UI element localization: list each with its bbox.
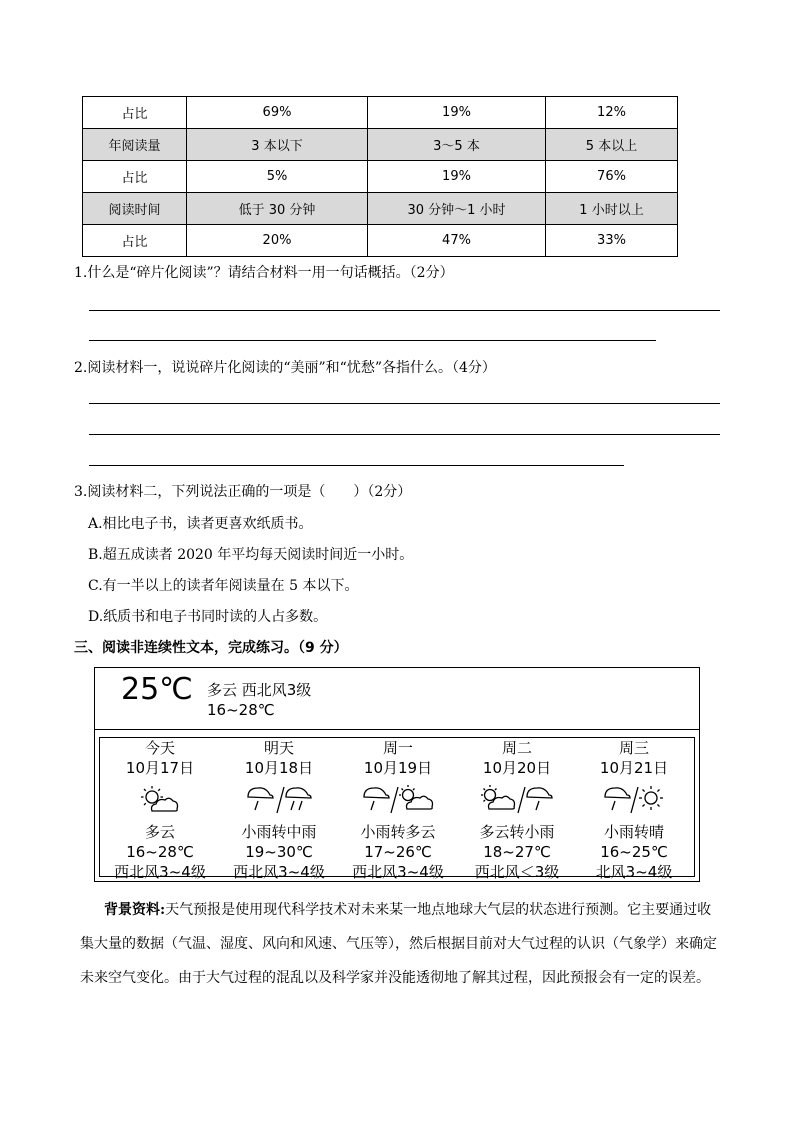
day-desc: 小雨转晴	[603, 823, 664, 841]
day-temp: 19~30℃	[245, 843, 313, 861]
table-row	[83, 97, 678, 129]
answer-line-q2-3[interactable]	[89, 465, 624, 466]
day-name: 周二	[501, 739, 532, 757]
question-1: 1.什么是“碎片化阅读”？请结合材料一用一句话概括。（2分）	[74, 265, 454, 281]
table-cell: 5%	[187, 161, 368, 193]
section-3-title: 三、阅读非连续性文本，完成练习。（9 分）	[74, 640, 348, 656]
answer-line-q1-1[interactable]	[89, 310, 720, 311]
current-condition: 多云 西北风3级	[207, 681, 312, 699]
day-temp: 18~27℃	[483, 843, 551, 861]
day-wind: 北风3~4级	[595, 863, 673, 881]
day-temp: 17~26℃	[364, 843, 432, 861]
table-cell: 20%	[187, 225, 368, 257]
day-temp: 16~28℃	[126, 843, 194, 861]
table-cell: 年阅读量	[83, 129, 187, 161]
table-row	[83, 225, 678, 257]
option-b[interactable]: B.超五成读者 2020 年平均每天阅读时间近一小时。	[88, 547, 414, 563]
reading-stats-table	[82, 96, 678, 257]
day-desc: 小雨转多云	[360, 823, 436, 841]
table-cell: 69%	[187, 97, 368, 129]
answer-line-q2-2[interactable]	[89, 434, 720, 435]
background-material	[80, 893, 720, 995]
table-cell: 12%	[546, 97, 678, 129]
current-temp-range: 16~28℃	[207, 701, 275, 719]
forecast-day	[100, 738, 220, 882]
partly-cloudy-icon	[100, 778, 220, 822]
forecast-day	[338, 738, 458, 882]
table-cell: 占比	[83, 225, 187, 257]
table-cell: 5 本以上	[546, 129, 678, 161]
table-cell: 47%	[368, 225, 546, 257]
forecast-days	[99, 737, 695, 881]
table-cell: 1 小时以上	[546, 193, 678, 225]
day-date: 10月21日	[599, 759, 669, 777]
background-text: 天气预报是使用现代科学技术对未来某一地点地球大气层的状态进行预测。它主要通过收集大量的数据（气温、湿度、风向和风速、气压等），然后根据目前对大气过程的认识（气象学）来确定未来空气变化。由于大气过程的混乱以及科学家并没能透彻地了解其过程，因此预报会有一定的误差。	[80, 902, 717, 986]
day-name: 周一	[382, 739, 413, 757]
day-wind: 西北风3~4级	[352, 863, 444, 881]
day-name: 周三	[618, 739, 649, 757]
day-desc: 多云	[144, 823, 175, 841]
answer-line-q1-2[interactable]	[89, 340, 656, 341]
forecast-day	[574, 738, 694, 882]
current-weather	[95, 668, 699, 730]
day-desc: 小雨转中雨	[241, 823, 317, 841]
table-row	[83, 129, 678, 161]
table-row	[83, 193, 678, 225]
forecast-day	[219, 738, 339, 882]
cloudy-to-rain-icon	[457, 778, 577, 822]
answer-line-q2-1[interactable]	[89, 403, 720, 404]
question-3: 3.阅读材料二，下列说法正确的一项是（ ）（2分）	[74, 484, 412, 500]
forecast-day	[457, 738, 577, 882]
day-wind: 西北风3~4级	[114, 863, 206, 881]
day-name: 明天	[263, 739, 294, 757]
day-date: 10月17日	[125, 759, 195, 777]
day-desc: 多云转小雨	[479, 823, 555, 841]
table-cell: 低于 30 分钟	[187, 193, 368, 225]
question-2: 2.阅读材料一，说说碎片化阅读的“美丽”和“忧愁”各指什么。（4分）	[74, 360, 496, 376]
current-temperature: 25℃	[121, 672, 193, 707]
table-cell: 19%	[368, 97, 546, 129]
day-date: 10月20日	[482, 759, 552, 777]
day-date: 10月18日	[244, 759, 314, 777]
weather-forecast-card	[94, 667, 700, 882]
day-name: 今天	[144, 739, 175, 757]
option-d[interactable]: D.纸质书和电子书同时读的人占多数。	[88, 609, 328, 625]
background-label: 背景资料:	[104, 902, 166, 918]
rain-to-sunny-icon	[574, 778, 694, 822]
table-cell: 3～5 本	[368, 129, 546, 161]
day-temp: 16~25℃	[600, 843, 668, 861]
option-c[interactable]: C.有一半以上的读者年阅读量在 5 本以下。	[88, 578, 359, 594]
day-date: 10月19日	[363, 759, 433, 777]
table-cell: 3 本以下	[187, 129, 368, 161]
option-a[interactable]: A.相比电子书，读者更喜欢纸质书。	[88, 516, 313, 532]
rain-to-cloudy-icon	[338, 778, 458, 822]
table-cell: 76%	[546, 161, 678, 193]
table-cell: 阅读时间	[83, 193, 187, 225]
table-cell: 19%	[368, 161, 546, 193]
table-cell: 33%	[546, 225, 678, 257]
day-wind: 西北风3~4级	[233, 863, 325, 881]
table-cell: 占比	[83, 97, 187, 129]
table-row	[83, 161, 678, 193]
day-wind: 西北风＜3级	[474, 863, 560, 881]
table-cell: 占比	[83, 161, 187, 193]
table-cell: 30 分钟～1 小时	[368, 193, 546, 225]
light-to-moderate-rain-icon	[219, 778, 339, 822]
